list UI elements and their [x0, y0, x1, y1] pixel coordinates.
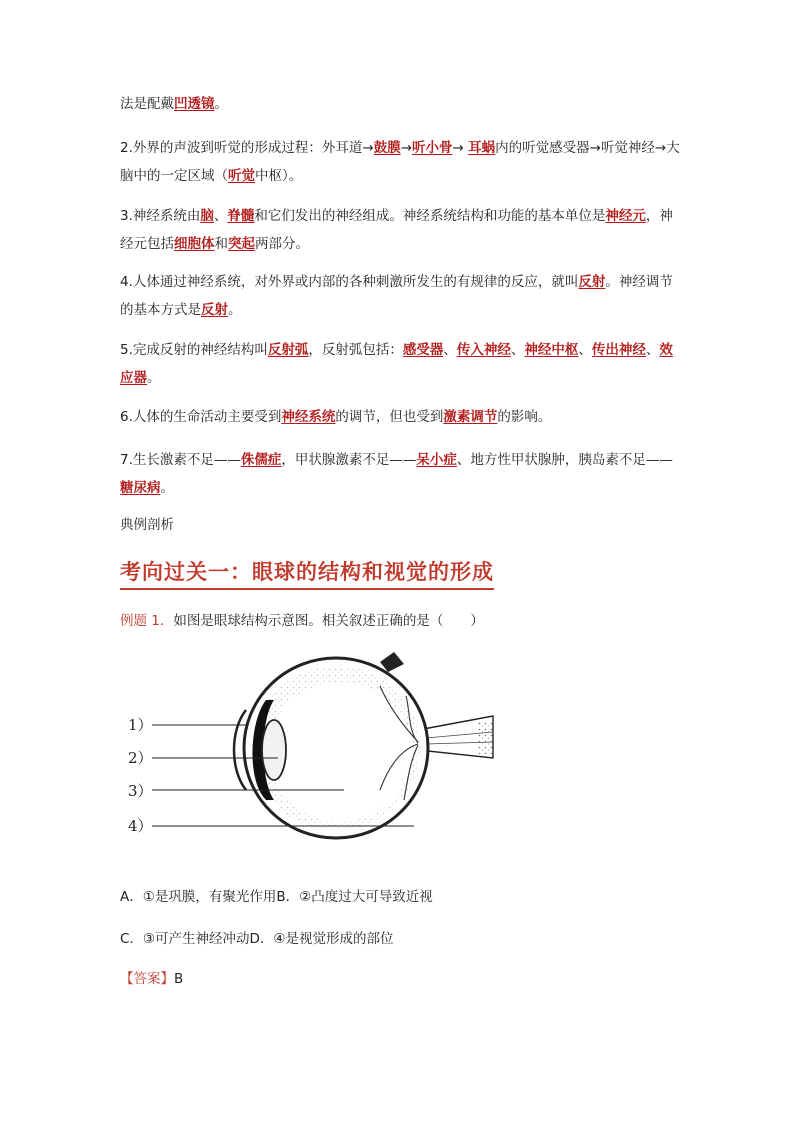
- vitreous-body: [268, 682, 412, 822]
- text-segment: 、: [213, 208, 228, 224]
- highlighted-term: 突起: [228, 236, 255, 252]
- text-segment: 6.人体的生命活动主要受到: [120, 409, 282, 425]
- text-segment: 3.神经系统由: [120, 208, 201, 224]
- text-segment: 的调节，但也受到: [335, 409, 444, 425]
- text-segment: 、: [645, 342, 660, 358]
- text-segment: 和它们发出的神经组成。神经系统结构和功能的基本单位是: [254, 208, 606, 224]
- highlighted-term: 耳蜗: [468, 140, 496, 156]
- text-segment: 。: [160, 480, 174, 496]
- highlighted-term: 鼓膜: [373, 140, 401, 156]
- highlighted-term: 效应器: [120, 342, 673, 386]
- text-segment: 、: [510, 342, 525, 358]
- highlighted-term: 听觉: [228, 168, 255, 184]
- highlighted-term: 呆小症: [416, 452, 457, 468]
- answer-value: B: [174, 971, 184, 987]
- text-segment: 内的听觉感受器→听觉神经→大脑中的一定区域（: [120, 140, 680, 184]
- highlighted-term: 脑: [200, 208, 214, 224]
- eyeball-diagram: [118, 650, 508, 850]
- text-segment: 和: [214, 236, 228, 252]
- text-segment: →: [452, 140, 469, 156]
- answer: [120, 968, 183, 990]
- text-segment: ，反射弧包括：: [308, 342, 403, 358]
- section-title: 考向过关一：眼球的结构和视觉的形成: [120, 556, 494, 590]
- text-segment: 、地方性甲状腺肿，胰岛素不足——: [456, 452, 673, 468]
- text-segment: 法是配戴: [120, 96, 174, 112]
- text-segment: 、: [443, 342, 457, 358]
- highlighted-term: 脊髓: [227, 208, 255, 224]
- diagram-label-1: 1）: [128, 716, 153, 734]
- example-question-text: 如图是眼球结构示意图。相关叙述正确的是（ ）: [173, 613, 484, 629]
- paragraph-reflex: [120, 268, 685, 324]
- text-segment: 典例剖析: [120, 517, 174, 533]
- text-segment: 。: [228, 302, 242, 318]
- highlighted-term: 糖尿病: [120, 480, 161, 496]
- diagram-label-4: 4）: [128, 817, 153, 835]
- highlighted-term: 神经中枢: [524, 342, 579, 358]
- paragraph-regulation: [120, 403, 685, 431]
- text-segment: 4.人体通过神经系统，对外界或内部的各种刺激所发生的有规律的反应，就叫: [120, 274, 579, 290]
- text-segment: 。: [214, 96, 228, 112]
- diagram-label-3: 3）: [128, 782, 153, 800]
- text-segment: 中枢）。: [255, 168, 303, 184]
- diagram-label-2: 2）: [128, 749, 153, 767]
- highlighted-term: 神经系统: [281, 409, 336, 425]
- answer-label: 【答案】: [120, 971, 174, 987]
- text-segment: 7.生长激素不足——: [120, 452, 241, 468]
- highlighted-term: 细胞体: [174, 236, 215, 252]
- lens: [262, 720, 286, 780]
- text-segment: 的影响。: [497, 409, 552, 425]
- highlighted-term: 感受器: [402, 342, 444, 358]
- highlighted-term: 听小骨: [412, 140, 453, 156]
- text-segment: →: [400, 140, 413, 156]
- highlighted-term: 神经元: [605, 208, 646, 224]
- text-segment: ，神经元包括: [120, 208, 673, 252]
- highlighted-term: 侏儒症: [240, 452, 282, 468]
- text-segment: 两部分。: [255, 236, 309, 252]
- paragraph-nervous-system: [120, 202, 685, 258]
- case-analysis-heading: [120, 511, 685, 539]
- options-line-cd: C．③可产生神经冲动D．④是视觉形成的部位: [120, 931, 394, 947]
- eye-muscle-top: [380, 652, 404, 672]
- paragraph-reflex-arc: [120, 336, 685, 392]
- text-segment: ，甲状腺激素不足——: [281, 452, 417, 468]
- highlighted-term: 反射弧: [267, 342, 309, 358]
- highlighted-term: 反射: [201, 302, 228, 318]
- paragraph-hormones: [120, 446, 685, 502]
- highlighted-term: 凹透镜: [174, 96, 215, 112]
- highlighted-term: 反射: [578, 274, 606, 290]
- text-segment: 。神经调节的基本方式是: [120, 274, 673, 318]
- paragraph-lens: [120, 90, 685, 118]
- text-segment: 、: [578, 342, 592, 358]
- highlighted-term: 激素调节: [443, 409, 498, 425]
- highlighted-term: 传出神经: [591, 342, 646, 358]
- example-question: [120, 610, 484, 632]
- options-line-ab: A．①是巩膜，有聚光作用B．②凸度过大可导致近视: [120, 889, 433, 905]
- paragraph-hearing: [120, 134, 685, 190]
- text-segment: 5.完成反射的神经结构叫: [120, 342, 268, 358]
- example-label: 例题 1．: [120, 613, 174, 629]
- highlighted-term: 传入神经: [456, 342, 511, 358]
- text-segment: 2.外界的声波到听觉的形成过程：外耳道→: [120, 140, 374, 156]
- text-segment: 。: [147, 370, 161, 386]
